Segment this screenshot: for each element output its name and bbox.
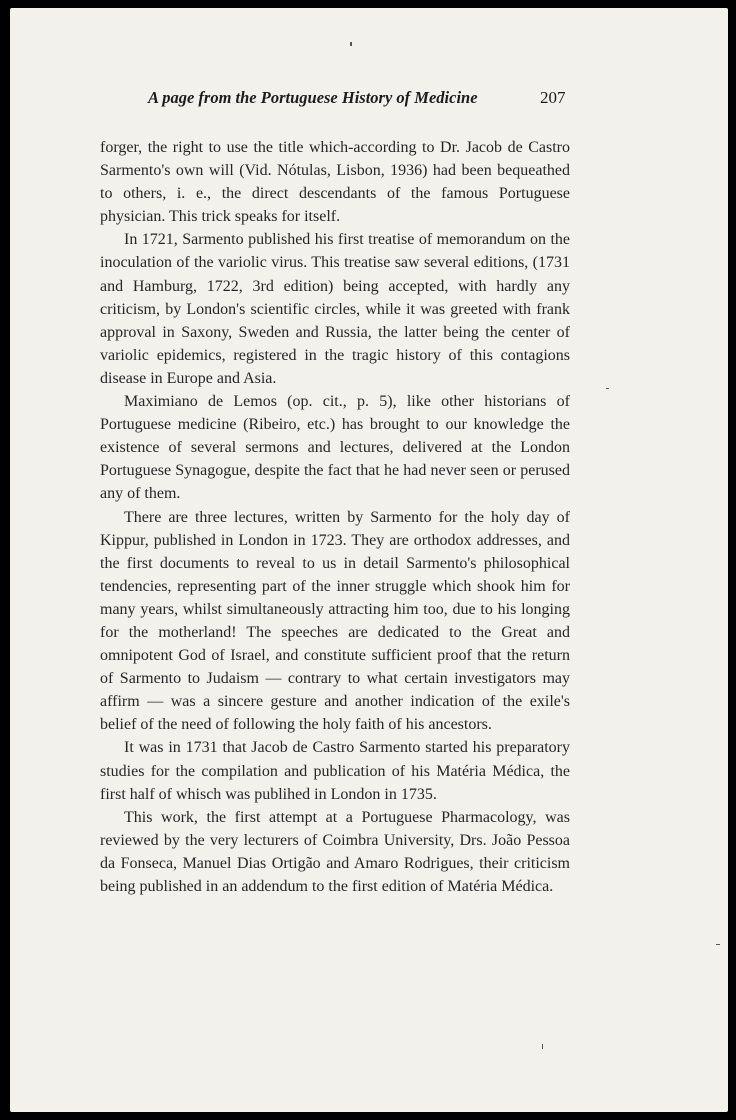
- scan-speck: [350, 42, 352, 46]
- paragraph: It was in 1731 that Jacob de Castro Sarmento started his preparatory studies for the compilation and publication of his Matéria Médica, the first half of whisch was publihed in London in 1735.: [100, 739, 570, 803]
- paragraph: Maximiano de Lemos (op. cit., p. 5), like other historians of Portuguese medicine (Ribeiro, etc.) has brought to our knowledge the existence of several sermons and lectures, delivered at the London Portuguese Synagogue, despite the fact that he had never seen or perused any of them.: [100, 393, 570, 503]
- page-number: 207: [540, 88, 566, 107]
- paragraph: There are three lectures, written by Sarmento for the holy day of Kippur, published in London in 1723. They are orthodox addresses, and the first documents to reveal to us in detail Sarmento's philosophical tendencies, representing part of the inner struggle which shook him for many years, whilst simultaneously attracting him too, due to his longing for the motherland! The speeches are dedicated to the Great and omnipotent God of Israel, and constitute sufficient proof that the return of Sarmento to Judaism — contrary to what certain investigators may affirm — was a sincere gesture and another indication of the exile's belief of the need of following the holy faith of his ancestors.: [100, 508, 570, 734]
- running-header-title: A page from the Portuguese History of Medicine: [148, 88, 478, 107]
- scan-speck: [716, 944, 720, 945]
- body-text: [100, 136, 570, 898]
- scan-speck: [542, 1044, 543, 1049]
- paragraph: forger, the right to use the title which-according to Dr. Jacob de Castro Sarmento's own will (Vid. Nótulas, Lisbon, 1936) had been bequeathed to others, i. e., the direct descendants of the famous Portuguese physician. This trick speaks for itself.: [100, 139, 570, 226]
- scan-speck: [606, 388, 609, 389]
- paragraph: This work, the first attempt at a Portuguese Pharmacology, was reviewed by the very lecturers of Coimbra University, Drs. João Pessoa da Fonseca, Manuel Dias Ortigão and Amaro Rodrigues, their criticism being published in an addendum to the first edition of Matéria Médica.: [100, 808, 570, 895]
- document-page: [10, 8, 728, 1112]
- paragraph: In 1721, Sarmento published his first treatise of memorandum on the inoculation of the variolic virus. This treatise saw several editions, (1731 and Hamburg, 1722, 3rd edition) being accepted, with hardly any criticism, by London's scientific circles, while it was greeted with frank approval in Saxony, Sweden and Russia, the latter being the center of variolic epidemics, registered in the tragic history of this contagions disease in Europe and Asia.: [100, 231, 570, 387]
